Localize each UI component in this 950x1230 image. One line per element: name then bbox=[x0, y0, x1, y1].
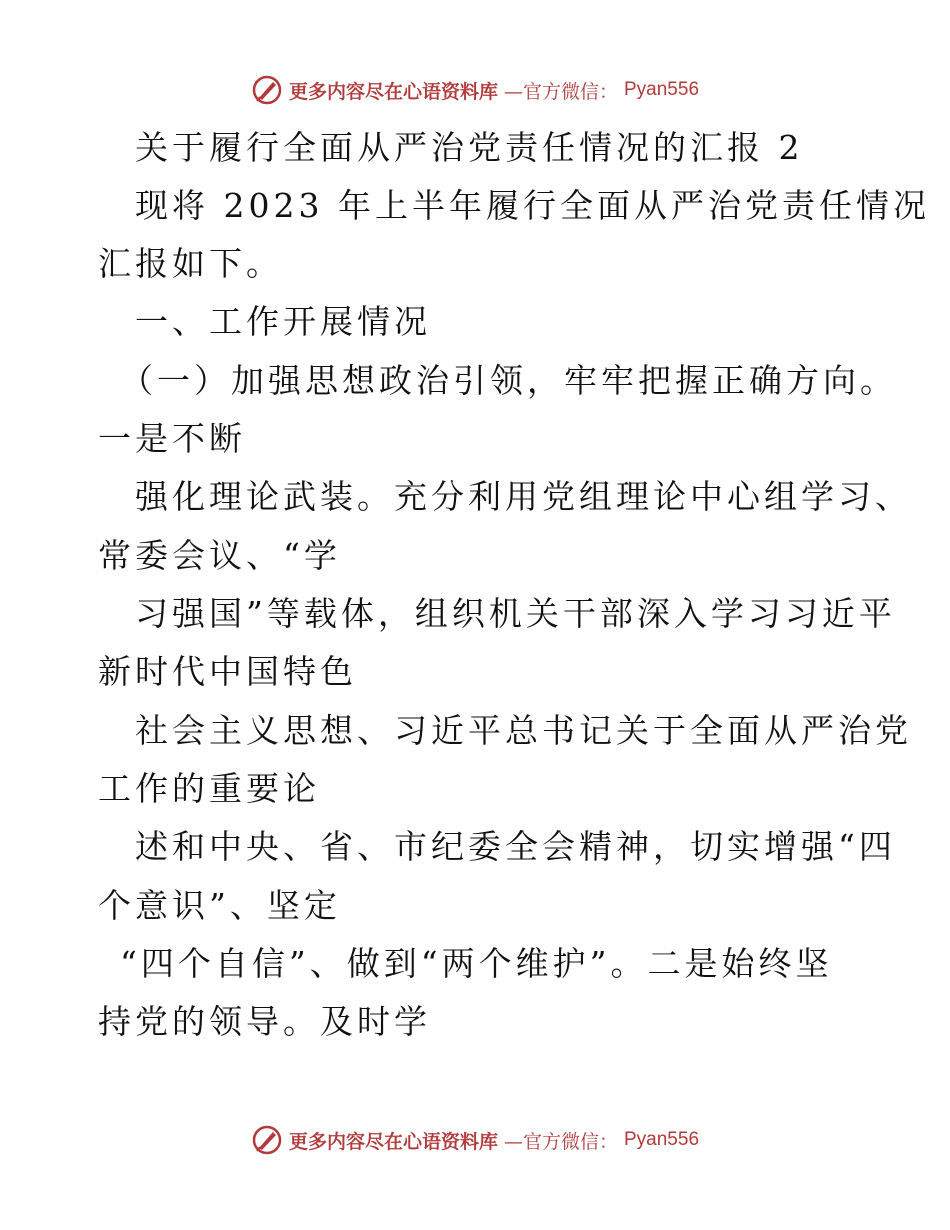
paragraph-line: 常委会议、“学 bbox=[98, 536, 341, 575]
watermark-text: 更多内容尽在心语资料库 bbox=[288, 1130, 498, 1153]
quill-seal-icon bbox=[251, 74, 283, 106]
paragraph-line: 强化理论武装。充分利用党组理论中心组学习、 bbox=[135, 477, 912, 516]
paragraph-line: “四个自信”、做到“两个维护”。二是始终坚 bbox=[120, 944, 833, 983]
paragraph-line: 一是不断 bbox=[98, 419, 246, 458]
paragraph-line: 社会主义思想、习近平总书记关于全面从严治党 bbox=[135, 711, 912, 750]
paragraph-line: 新时代中国特色 bbox=[98, 652, 357, 691]
section-heading: 一、工作开展情况 bbox=[135, 302, 431, 341]
paragraph-line: 工作的重要论 bbox=[98, 769, 320, 808]
subsection-heading: （一）加强思想政治引领，牢牢把握正确方向。 bbox=[120, 361, 897, 400]
paragraph-line: 持党的领导。及时学 bbox=[98, 1002, 431, 1041]
paragraph-line: 个意识”、坚定 bbox=[98, 886, 341, 925]
watermark-text: 更多内容尽在心语资料库 bbox=[288, 80, 498, 103]
paragraph-line: 述和中央、省、市纪委全会精神，切实增强“四 bbox=[135, 827, 896, 866]
watermark-wechat-id: Pyan556 bbox=[624, 79, 700, 100]
paragraph-line: 习强国”等载体，组织机关干部深入学习习近平 bbox=[135, 594, 896, 633]
watermark-separator: —官方微信： bbox=[503, 1130, 618, 1153]
watermark-wechat-id: Pyan556 bbox=[624, 1129, 700, 1150]
watermark-group bbox=[251, 1124, 699, 1156]
watermark-group bbox=[251, 74, 699, 106]
quill-seal-icon bbox=[251, 1124, 283, 1156]
document-title: 关于履行全面从严治党责任情况的汇报 2 bbox=[135, 128, 804, 167]
paragraph-line: 现将 2023 年上半年履行全面从严治党责任情况 bbox=[135, 186, 930, 225]
header-watermark bbox=[0, 70, 950, 110]
footer-watermark bbox=[0, 1120, 950, 1160]
watermark-separator: —官方微信： bbox=[503, 80, 618, 103]
paragraph-line: 汇报如下。 bbox=[98, 244, 283, 283]
